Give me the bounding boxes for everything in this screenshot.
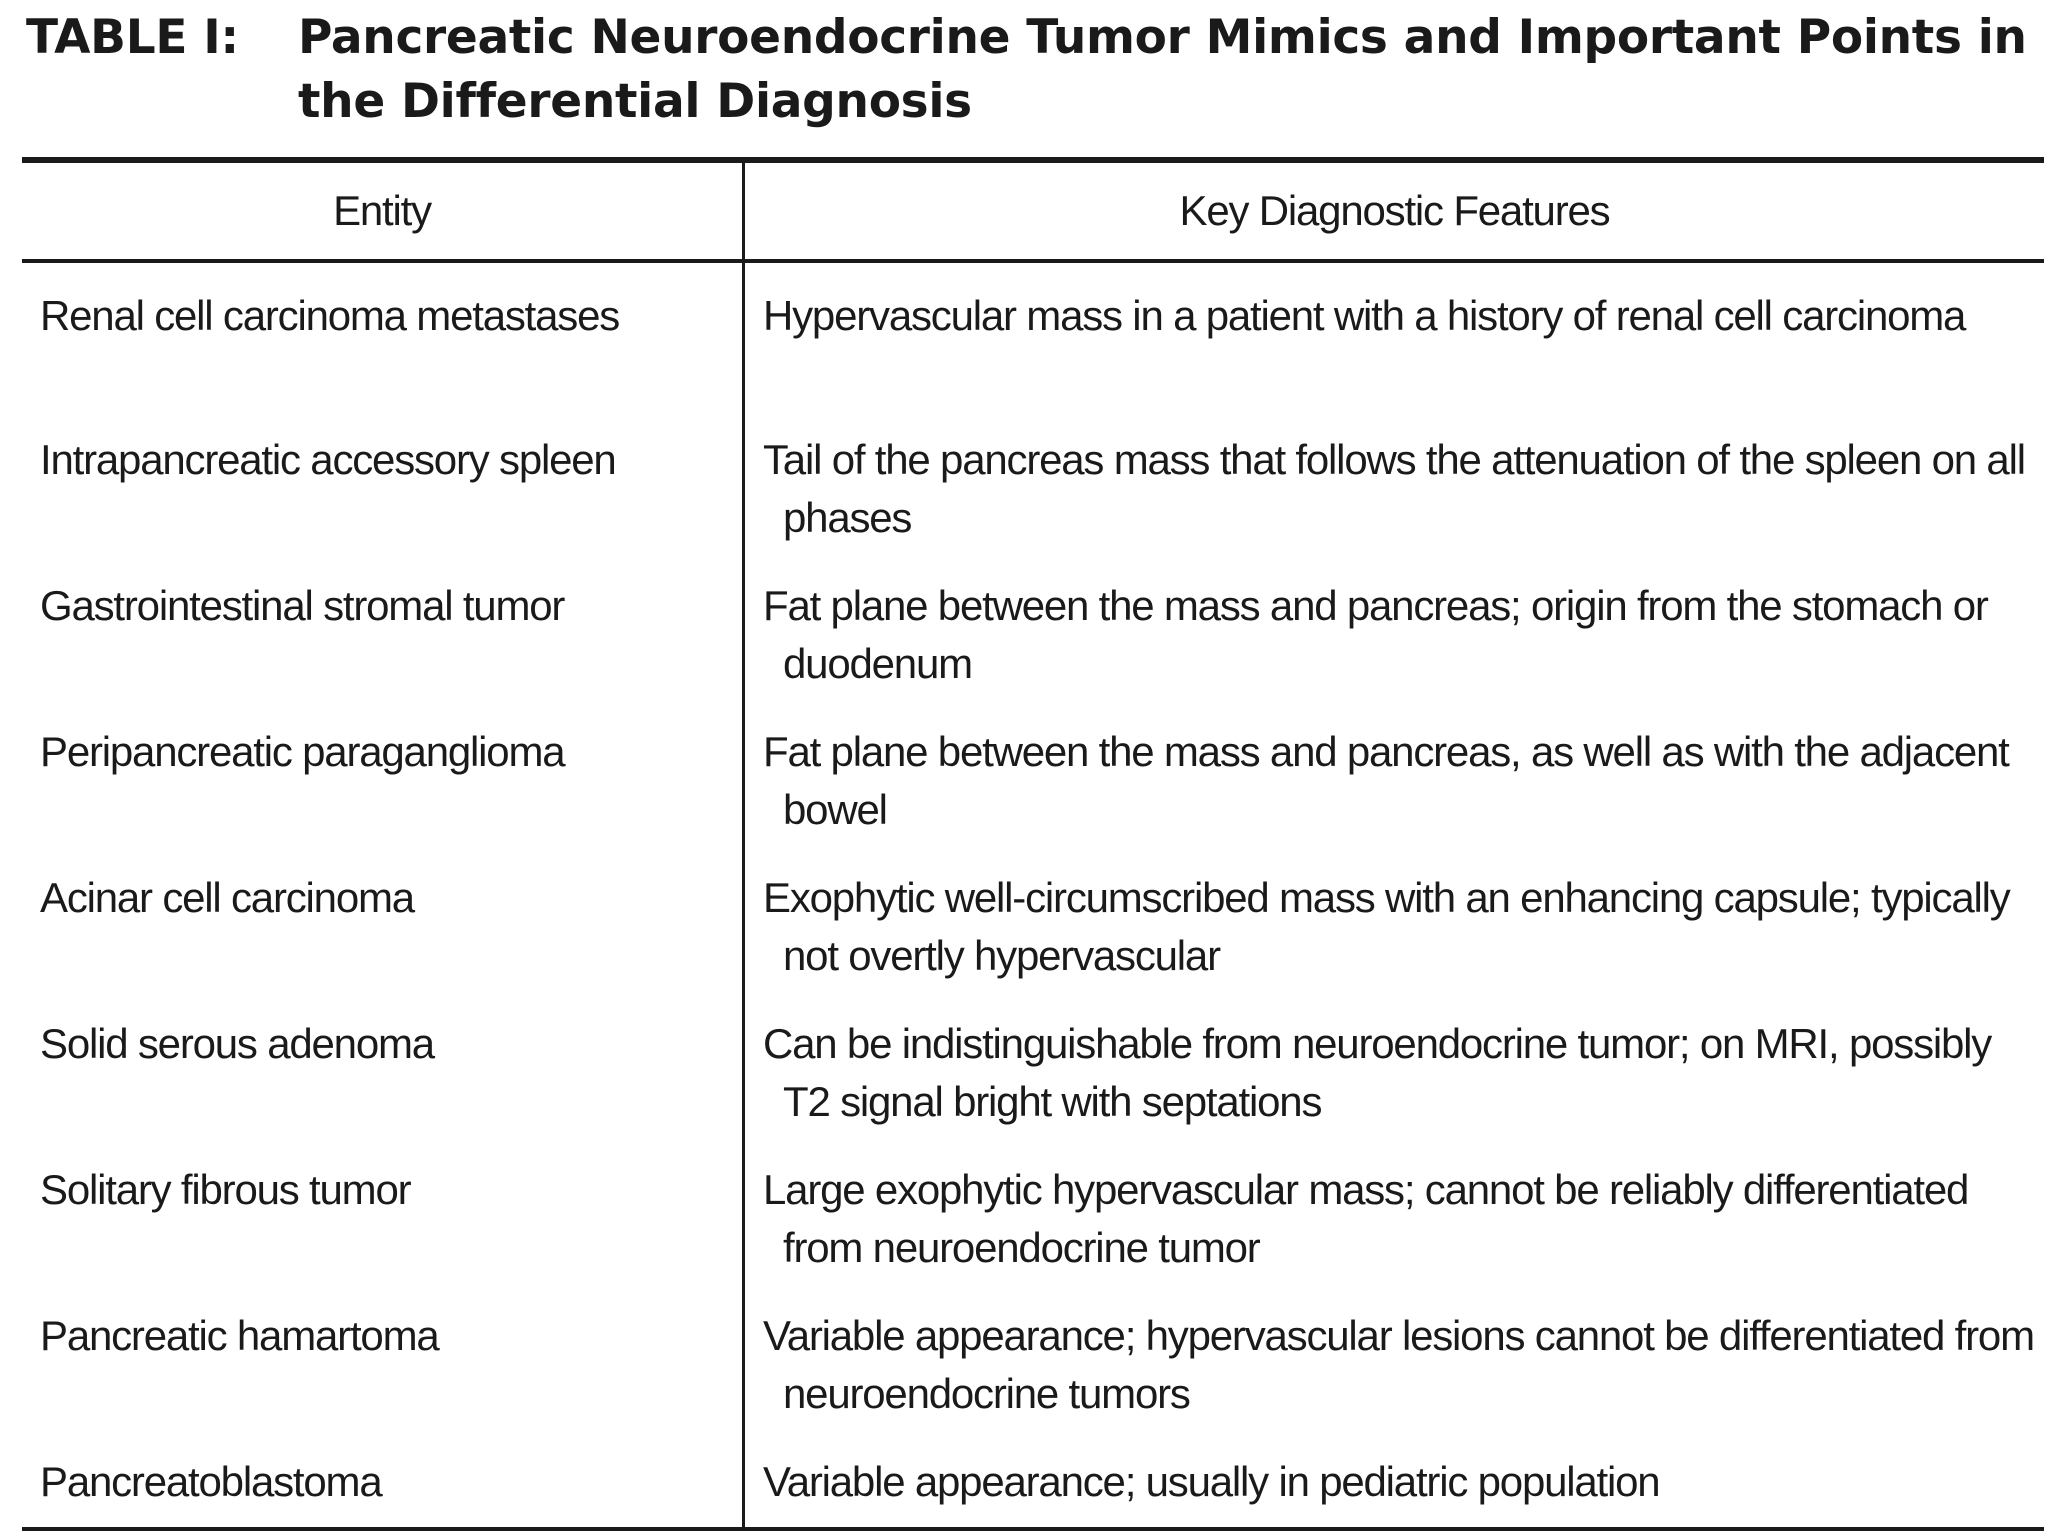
table-row: [22, 845, 2044, 991]
features-text: Exophytic well-circumscribed mass with an enhancing capsule; typically not overtly hypervascular: [763, 874, 2010, 979]
entity-text: Peripancreatic paraganglioma: [40, 728, 565, 775]
entity-cell: [22, 553, 744, 699]
entity-cell: [22, 991, 744, 1137]
entity-cell: [22, 407, 744, 553]
entity-text: Intrapancreatic accessory spleen: [40, 436, 616, 483]
header-entity: Entity: [22, 160, 744, 261]
features-text: Can be indistinguishable from neuroendocrine tumor; on MRI, possibly T2 signal bright with septations: [763, 1020, 1992, 1125]
entity-cell: [22, 1429, 744, 1529]
table-row: [22, 261, 2044, 407]
entity-cell: [22, 1283, 744, 1429]
table-row: [22, 991, 2044, 1137]
features-cell: [744, 261, 2045, 407]
features-text: Tail of the pancreas mass that follows the attenuation of the spleen on all phases: [763, 436, 2025, 541]
features-text: Fat plane between the mass and pancreas; origin from the stomach or duodenum: [763, 582, 1988, 687]
entity-cell: [22, 1137, 744, 1283]
entity-cell: [22, 845, 744, 991]
entity-text: Pancreatic hamartoma: [40, 1312, 439, 1359]
features-cell: [744, 553, 2045, 699]
table-row: [22, 553, 2044, 699]
differential-diagnosis-table: [22, 157, 2044, 1531]
entity-cell: [22, 261, 744, 407]
features-cell: [744, 1283, 2045, 1429]
features-cell: [744, 991, 2045, 1137]
table-row: [22, 1283, 2044, 1429]
table-row: [22, 1429, 2044, 1529]
features-text: Fat plane between the mass and pancreas, as well as with the adjacent bowel: [763, 728, 2009, 833]
features-cell: [744, 1429, 2045, 1529]
entity-cell: [22, 699, 744, 845]
table-caption: Pancreatic Neuroendocrine Tumor Mimics and Important Points in the Differential Diagnosis: [298, 10, 2027, 129]
features-cell: [744, 407, 2045, 553]
features-cell: [744, 1137, 2045, 1283]
features-text: Variable appearance; hypervascular lesions cannot be differentiated from neuroendocrine tumors: [763, 1312, 2034, 1417]
header-key-features: Key Diagnostic Features: [744, 160, 2045, 261]
table-label: TABLE I:: [26, 10, 239, 65]
entity-text: Pancreatoblastoma: [40, 1458, 382, 1505]
table-row: [22, 1137, 2044, 1283]
table-body: [22, 261, 2044, 1529]
table-row: [22, 407, 2044, 553]
entity-text: Solitary fibrous tumor: [40, 1166, 411, 1213]
features-cell: [744, 699, 2045, 845]
features-cell: [744, 845, 2045, 991]
table-row: [22, 699, 2044, 845]
table-header: [22, 160, 2044, 261]
entity-text: Acinar cell carcinoma: [40, 874, 414, 921]
header-row: [22, 160, 2044, 261]
features-text: Variable appearance; usually in pediatric population: [763, 1458, 1660, 1505]
table: [22, 157, 2044, 1531]
entity-text: Gastrointestinal stromal tumor: [40, 582, 565, 629]
features-text: Hypervascular mass in a patient with a history of renal cell carcinoma: [763, 292, 1966, 339]
entity-text: Solid serous adenoma: [40, 1020, 434, 1067]
features-text: Large exophytic hypervascular mass; cannot be reliably differentiated from neuroendocrine tumor: [763, 1166, 1969, 1271]
entity-text: Renal cell carcinoma metastases: [40, 292, 620, 339]
